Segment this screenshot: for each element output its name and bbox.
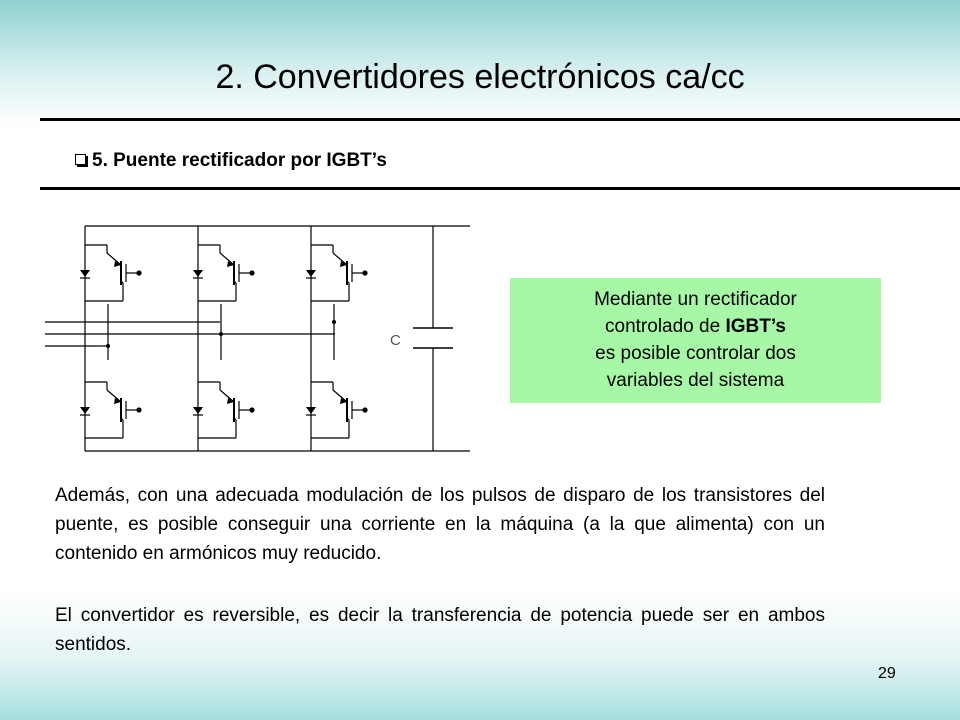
capacitor-label: C <box>390 332 401 349</box>
callout-line-2 <box>514 313 877 340</box>
title-divider <box>40 118 960 121</box>
section-subtitle <box>75 150 387 172</box>
subtitle-text: 5. Puente rectificador por IGBT’s <box>92 150 387 171</box>
callout-box <box>510 278 881 403</box>
slide-title: 2. Convertidores electrónicos ca/cc <box>215 58 745 96</box>
callout-line-1: Mediante un rectificador <box>594 289 797 310</box>
callout-line-2-bold: IGBT’s <box>725 316 786 337</box>
subtitle-divider <box>40 187 960 190</box>
callout-line-4: variables del sistema <box>606 370 785 391</box>
checkbox-bullet-icon <box>75 154 86 165</box>
callout-line-2-text: controlado de <box>605 316 726 337</box>
body-paragraph-1: Además, con una adecuada modulación de los pulsos de disparo de los transistores del puente, es posible conseguir una corriente en la máquina (a la que alimenta) con un contenido en armónicos muy reducido. <box>55 485 825 564</box>
page-number: 29 <box>878 665 896 682</box>
body-paragraph-2: El convertidor es reversible, es decir la transferencia de potencia puede ser en ambos sentidos. <box>55 605 825 655</box>
igbt-bridge-diagram <box>40 210 480 460</box>
callout-line-3: es posible controlar dos <box>595 343 796 364</box>
